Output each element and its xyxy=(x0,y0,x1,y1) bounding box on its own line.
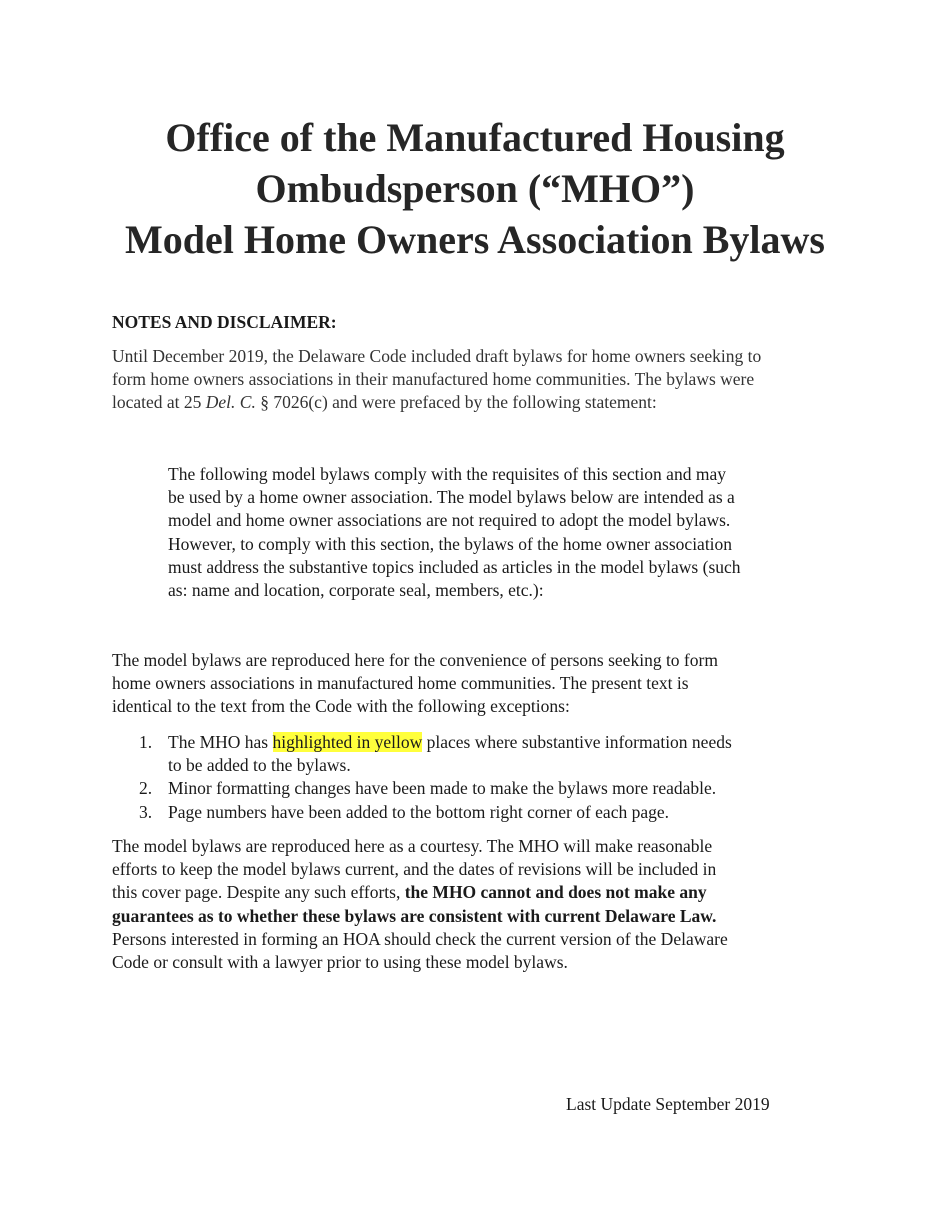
exception-1-line-2: to be added to the bylaws. xyxy=(168,755,351,776)
quote-line-5: must address the substantive topics included as articles in the model bylaws (such xyxy=(168,556,741,577)
courtesy-line-3 xyxy=(112,881,832,904)
quote-line-1: The following model bylaws comply with the requisites of this section and may xyxy=(168,464,726,484)
list-number: 2. xyxy=(139,778,153,799)
exceptions-list xyxy=(112,731,812,824)
intro-line-3-pre: located at 25 xyxy=(112,392,206,413)
courtesy-line-6: Code or consult with a lawyer prior to using these model bylaws. xyxy=(112,952,568,973)
title-line-3: Model Home Owners Association Bylaws xyxy=(125,217,825,262)
exception-2-text: Minor formatting changes have been made to make the bylaws more readable. xyxy=(168,778,717,799)
yellow-highlight: highlighted in yellow xyxy=(272,732,423,752)
list-number: 3. xyxy=(139,801,153,822)
reproduced-line-2: home owners associations in manufactured home communities. The present text is xyxy=(112,673,689,694)
exception-1-post: places where substantive information needs xyxy=(422,732,732,752)
list-item xyxy=(112,777,812,800)
courtesy-paragraph xyxy=(112,835,832,974)
courtesy-line-3-pre: this cover page. Despite any such efforts, xyxy=(112,882,405,903)
intro-line-2: form home owners associations in their manufactured home communities. The bylaws were xyxy=(112,369,755,390)
intro-line-3-post: § 7026(c) and were prefaced by the following statement: xyxy=(255,392,657,413)
exception-3-text: Page numbers have been added to the bottom right corner of each page. xyxy=(168,801,669,822)
title-line-2: Ombudsperson (“MHO”) xyxy=(255,166,695,211)
intro-line-3 xyxy=(112,391,832,414)
exception-1-pre: The MHO has xyxy=(168,732,273,752)
quote-line-6: as: name and location, corporate seal, members, etc.): xyxy=(168,580,544,601)
courtesy-line-1: The model bylaws are reproduced here as a courtesy. The MHO will make reasonable xyxy=(112,836,713,856)
quote-line-3: model and home owner associations are not required to adopt the model bylaws. xyxy=(168,510,731,531)
courtesy-line-4 xyxy=(112,905,832,928)
reproduced-line-3: identical to the text from the Code with the following exceptions: xyxy=(112,696,570,717)
code-citation: Del. C. xyxy=(205,392,256,413)
document-title xyxy=(0,112,950,265)
intro-line-1: Until December 2019, the Delaware Code included draft bylaws for home owners seeking to xyxy=(112,346,762,366)
block-quote xyxy=(168,463,808,602)
list-item xyxy=(112,801,812,824)
reproduced-paragraph xyxy=(112,649,832,719)
courtesy-line-5: Persons interested in forming an HOA should check the current version of the Delaware xyxy=(112,928,728,949)
quote-line-2: be used by a home owner association. The model bylaws below are intended as a xyxy=(168,487,735,508)
notes-heading: NOTES AND DISCLAIMER: xyxy=(112,312,337,332)
disclaimer-bold-2: guarantees as to whether these bylaws are consistent with current Delaware Law. xyxy=(112,905,717,926)
intro-paragraph xyxy=(112,345,832,415)
reproduced-line-1: The model bylaws are reproduced here for the convenience of persons seeking to form xyxy=(112,650,718,670)
disclaimer-bold-1: the MHO cannot and does not make any xyxy=(404,882,707,903)
list-item xyxy=(112,731,812,777)
exception-1-line-1 xyxy=(168,731,812,754)
title-line-1: Office of the Manufactured Housing xyxy=(165,115,785,160)
courtesy-line-2: efforts to keep the model bylaws current, and the dates of revisions will be included in xyxy=(112,859,717,880)
last-update-footer: Last Update September 2019 xyxy=(566,1094,770,1114)
quote-line-4: However, to comply with this section, the bylaws of the home owner association xyxy=(168,533,733,554)
list-number: 1. xyxy=(139,732,153,752)
